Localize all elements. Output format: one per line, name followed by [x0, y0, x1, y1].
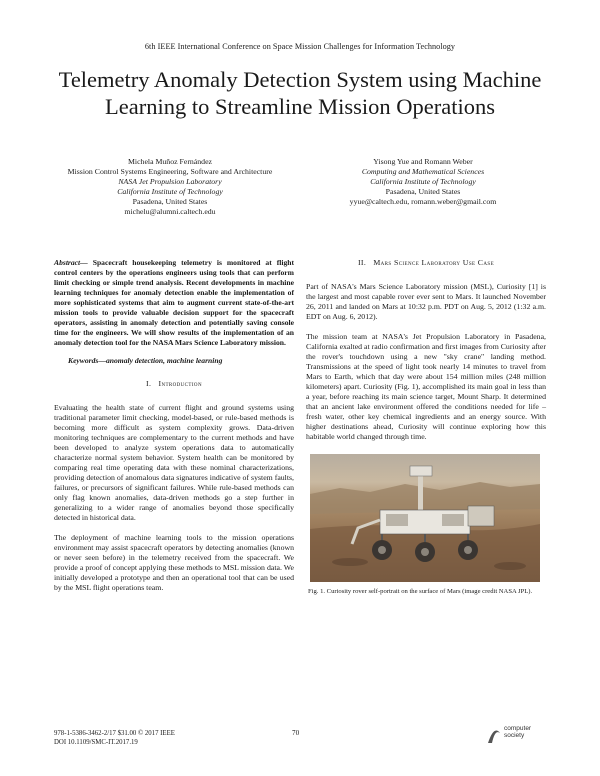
conference-header: 6th IEEE International Conference on Space Mission Challenges for Information Technology — [144, 42, 456, 51]
author-block-1 — [45, 157, 295, 217]
rover-illustration — [310, 454, 540, 582]
author-location: Pasadena, United States — [132, 197, 208, 206]
msl-paragraph-2: The mission team at NASA's Jet Propulsion Laboratory in Pasadena, California exalted at radio confirmation and first images from Curiosity after the rover's touchdown using a new "sky crane" landing method. Transmissions at the speed of light took nearly 14 minutes to travel from Mars to Earth, which that day were about 154 million miles (248 million kilometers) apart. Curiosity (Fig. 1), accomplished its main goal in less than a year, before reaching its main science target, Mount Sharp. It determined that an ancient lake environment offered the conditions needed for life – fresh water, other key chemical ingredients and an energy source. With higher destinations ahead, Curiosity will continue exploring how this habitable world changed through time. — [306, 332, 546, 441]
author-block-2 — [298, 157, 548, 207]
author-org: NASA Jet Propulsion Laboratory — [118, 177, 222, 186]
section-heading-msl-use-case — [306, 258, 546, 268]
keywords: Keywords—anomaly detection, machine learning — [68, 356, 223, 365]
msl-paragraph-1: Part of NASA's Mars Science Laboratory mission (MSL), Curiosity [1] is the largest and most capable rover ever sent to Mars. It launched November 26, 2011 and landed on Mars at 10:32 p.m. PDT on Aug. 5, 2012 (1:32 a.m. EDT on Aug. 6, 2012). — [306, 282, 546, 321]
footer-doi: DOI 10.1109/SMC-IT.2017.19 — [54, 739, 138, 746]
footer-copyright — [54, 729, 175, 747]
section-numeral: II. — [357, 258, 367, 267]
author-email[interactable]: michelu@alumni.caltech.edu — [124, 207, 216, 216]
logo-line-2: society — [504, 732, 525, 739]
author-location: Pasadena, United States — [385, 187, 461, 196]
section-heading-introduction — [54, 379, 294, 389]
intro-paragraph-2: The deployment of machine learning tools to the mission operations environment may assist spacecraft operators by detecting anomalies (known or never seen before) in the telemetry received from the spacecraft. We provide a proof of concept applying these methods to MSL mission data. We initially developed a prototype and then an operational tool that can be used by the MSL flight operations team. — [54, 533, 294, 592]
logo-text — [504, 725, 531, 739]
footer-isbn: 978-1-5386-3462-2/17 $31.00 © 2017 IEEE — [54, 730, 175, 737]
abstract-text: Spacecraft housekeeping telemetry is monitored at flight control centers by the operations engineers using tools that can perform limit checking or simple trend analysis. Recent developments in machine learning techniques for anomaly detection enable the implementation of more sophisticated systems that aim to augment current state-of-the-art mission tools to provide valuable decision support for the spacecraft operators, assisting in anomaly detection and potentially saving console time for the engineers. We will show results of the implementation of an anomaly detection tool for the NASA Mars Science Laboratory mission. — [54, 258, 294, 347]
computer-society-logo — [486, 721, 546, 747]
abstract-lead: Abstract— — [54, 258, 88, 267]
computer-society-logo-icon — [486, 723, 502, 745]
logo-line-1: computer — [504, 725, 532, 732]
author-name: Michela Muñoz Fernández — [127, 157, 212, 166]
left-column — [54, 258, 294, 603]
right-column — [306, 258, 546, 597]
section-numeral: I. — [146, 379, 152, 388]
page-number: 70 — [292, 729, 300, 737]
author-email[interactable]: yyue@caltech.edu, romann.weber@gmail.com — [349, 197, 497, 206]
abstract — [54, 258, 294, 348]
section-title: Introduction — [158, 379, 202, 388]
paper-title: Telemetry Anomaly Detection System using Machine Learning to Streamline Mission Operations — [58, 67, 542, 119]
author-name: Yisong Yue and Romann Weber — [373, 157, 473, 166]
author-dept: Mission Control Systems Engineering, Software and Architecture — [67, 167, 273, 176]
curiosity-rover-figure — [310, 454, 540, 582]
author-dept: Computing and Mathematical Sciences — [361, 167, 485, 176]
figure-caption: Fig. 1. Curiosity rover self-portrait on the surface of Mars (image credit NASA JPL). — [308, 588, 533, 595]
intro-paragraph-1: Evaluating the health state of current flight and ground systems using traditional parameter limit checking, model-based, or rule-based methods is becoming more difficult as system complexity grows. Data-driven monitoring techniques are complementary to the current methods and have been developed to analyze system operations data to automatically characterize normal system behavior. System health can be monitored by comparing real time operating data with these nominal characterizations, providing detection of anomalous data signatures indicative of system faults, failures, or precursors of significant failures. While rule-based methods can only flag known anomalies, data-driven methods go a step further in generalizing to a wider range of anomalies beyond those specifically detected in historical data. — [54, 403, 294, 522]
author-inst: California Institute of Technology — [117, 187, 223, 196]
author-inst: California Institute of Technology — [370, 177, 476, 186]
section-title: Mars Science Laboratory Use Case — [373, 258, 495, 267]
